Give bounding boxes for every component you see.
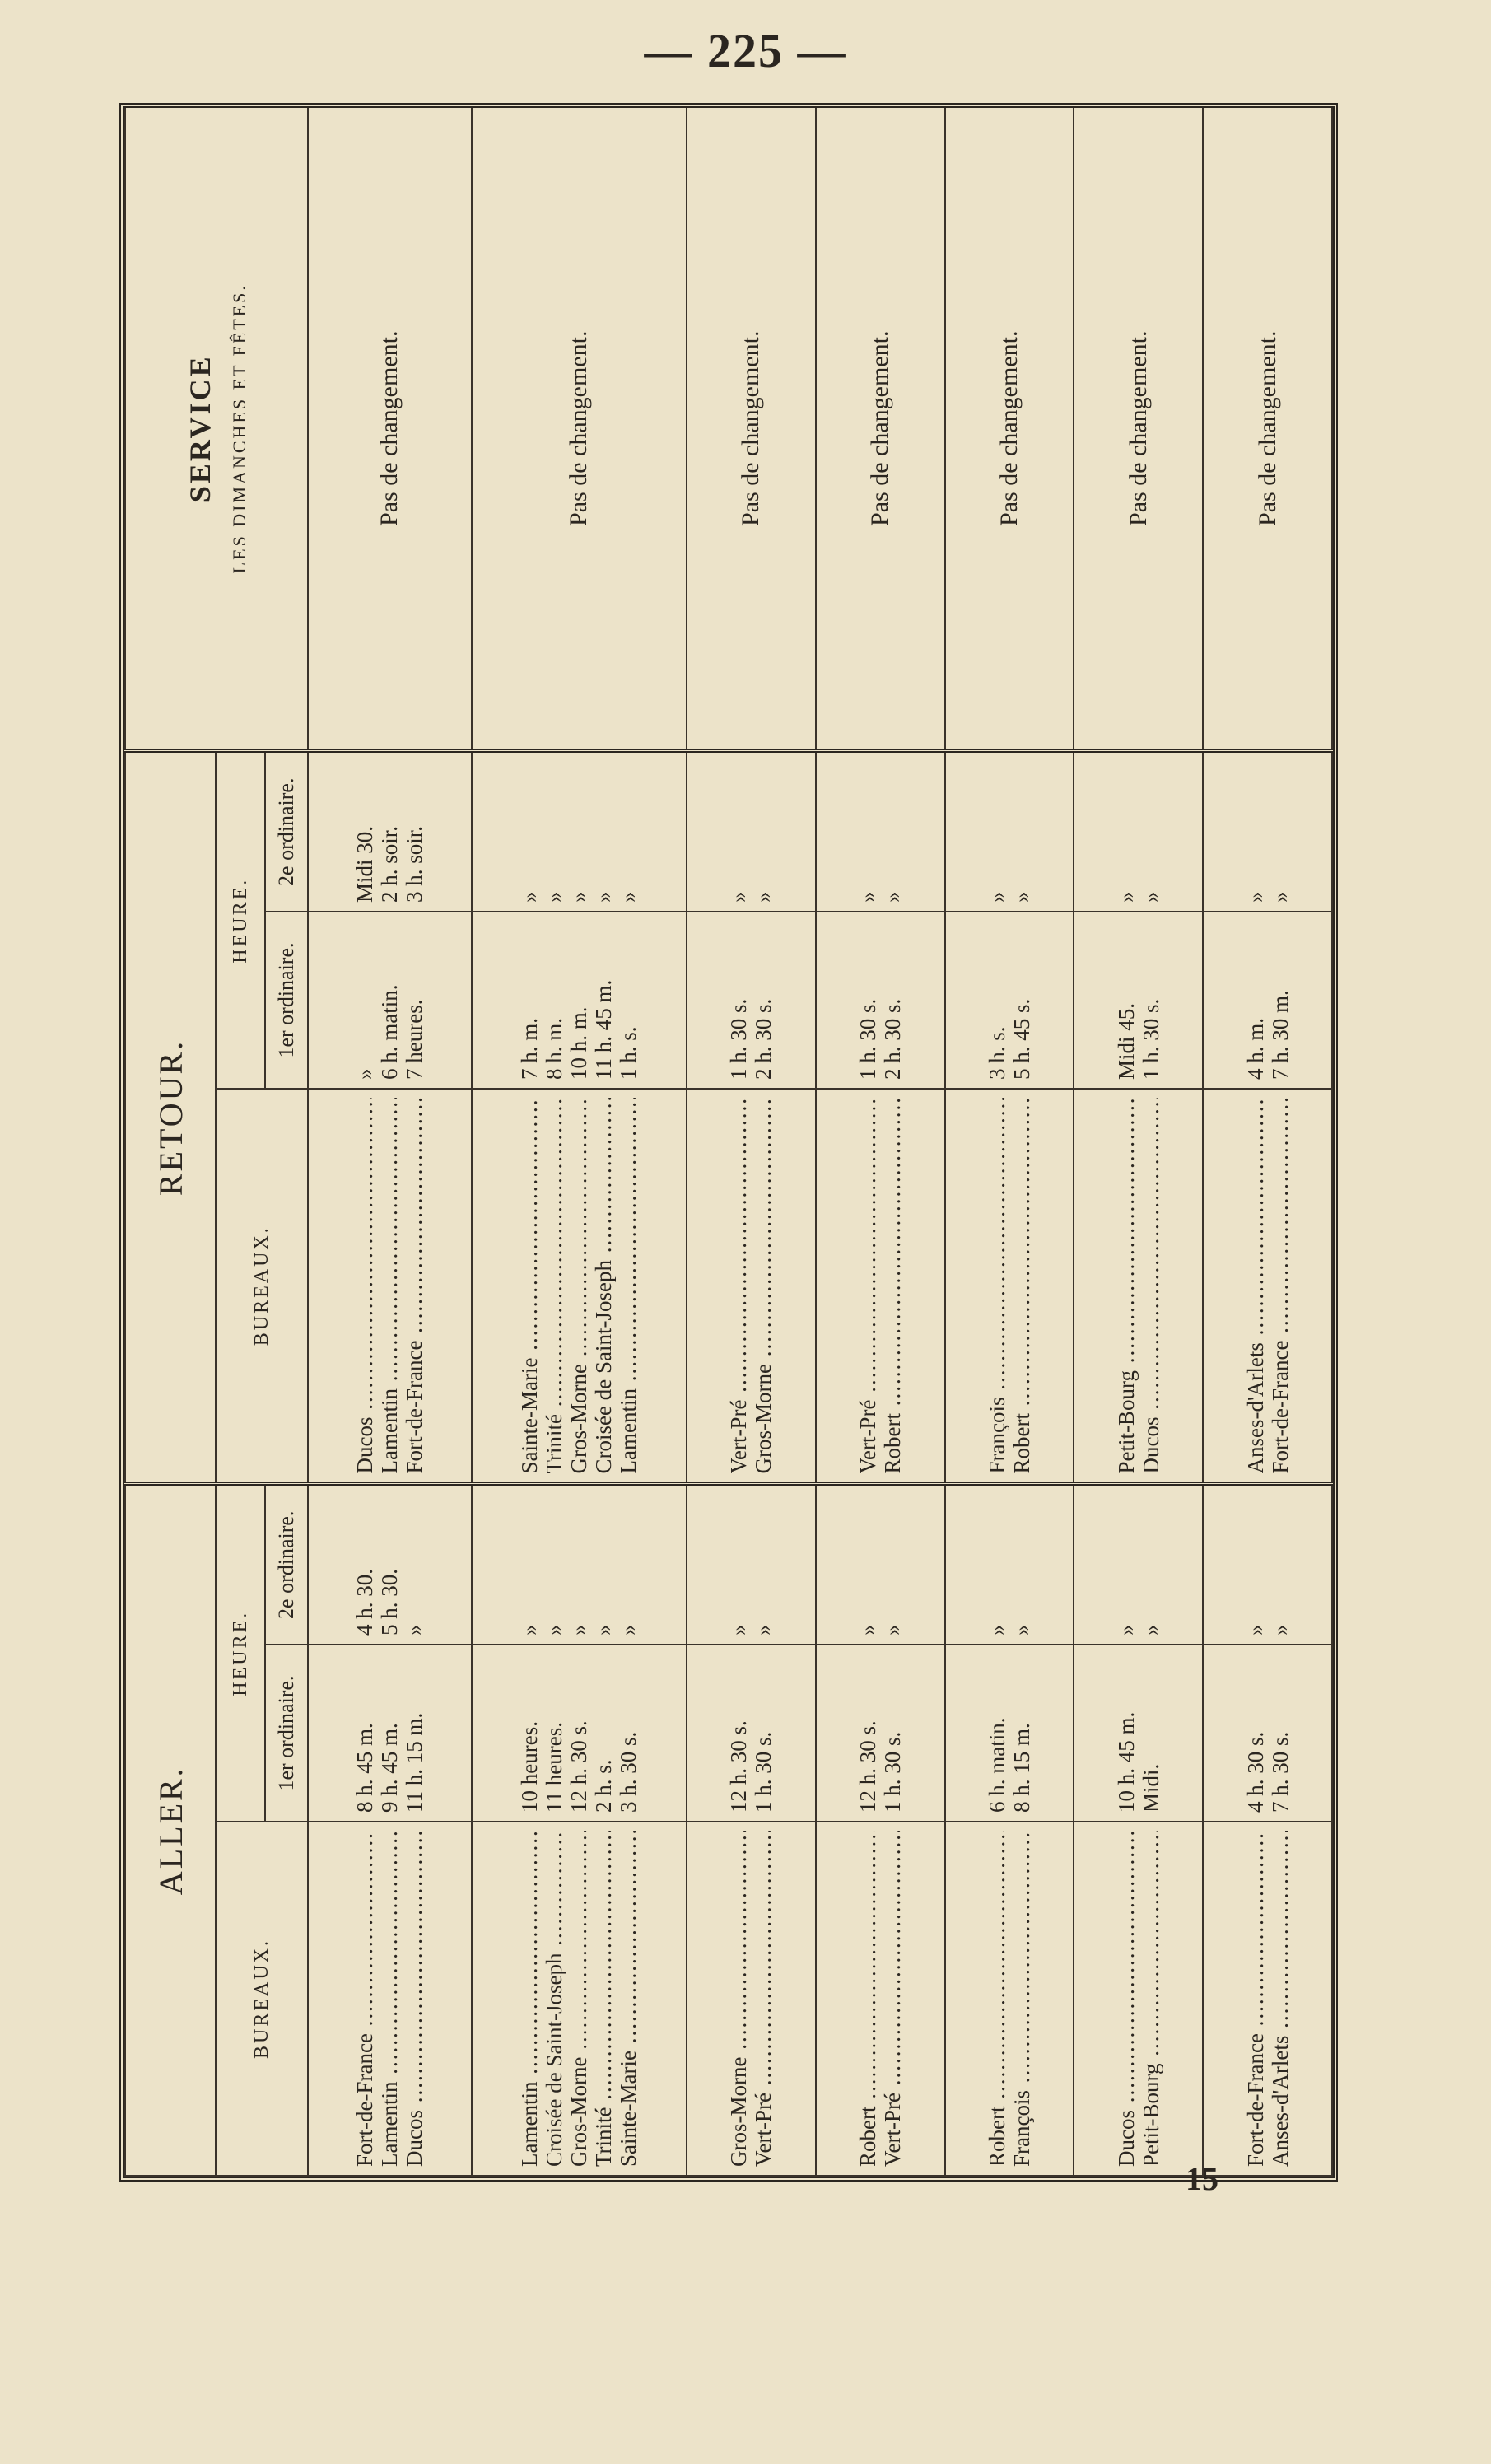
time-value: Midi. xyxy=(1138,1763,1163,1813)
time-value: » xyxy=(1138,1624,1163,1636)
aller-ordinaire-1-header: 1er ordinaire. xyxy=(265,1645,308,1822)
service-subtitle: LES DIMANCHES ET FÊTES. xyxy=(229,283,249,574)
time-value: 4 h. m. xyxy=(1242,1017,1268,1080)
office-name: Vert-Pré ..... xyxy=(880,1831,905,2167)
time-value: 3 h. s. xyxy=(984,1026,1009,1080)
time-value: 10 h. m. xyxy=(566,1006,592,1080)
aller-bureaux-header: BUREAUX. xyxy=(216,1822,308,2176)
aller-bureaux-cell xyxy=(816,1822,945,2176)
time-value: » xyxy=(855,891,881,903)
time-value: 1 h. 30 s. xyxy=(751,1731,776,1813)
retour-hour-1-cell xyxy=(1203,912,1332,1089)
aller-bureaux-cell xyxy=(1203,1822,1332,2176)
time-value: 3 h. 30 s. xyxy=(616,1731,641,1813)
office-name: Croisée de Saint-Joseph ..... xyxy=(542,1831,566,2167)
aller-bureaux-cell xyxy=(308,1822,472,2176)
retour-hour-2-cell xyxy=(816,751,945,912)
office-name: Vert-Pré ..... xyxy=(855,1098,880,1474)
time-value: » xyxy=(1138,891,1163,903)
time-value: 1 h. 30 s. xyxy=(1138,998,1163,1080)
service-cell: Pas de changement. xyxy=(308,107,472,751)
office-name: Gros-Morne ..... xyxy=(566,1098,591,1474)
retour-ordinaire-2-header: 2e ordinaire. xyxy=(265,751,308,912)
retour-bureaux-cell xyxy=(816,1089,945,1484)
time-value: » xyxy=(402,1624,427,1636)
office-name: François ..... xyxy=(1009,1831,1034,2167)
office-name: Ducos ..... xyxy=(1139,1098,1163,1474)
time-value: » xyxy=(616,891,641,903)
office-name: Fort-de-France ..... xyxy=(1243,1831,1268,2167)
office-name: Ducos ..... xyxy=(402,1831,426,2167)
time-value: 8 h. m. xyxy=(542,1017,567,1080)
time-value: 1 h. 30 s. xyxy=(855,998,881,1080)
time-value: 3 h. soir. xyxy=(402,825,427,903)
time-value: 6 h. matin. xyxy=(377,984,403,1080)
time-value: » xyxy=(855,1624,881,1636)
aller-bureaux-cell xyxy=(945,1822,1074,2176)
time-value: 8 h. 45 m. xyxy=(352,1723,378,1813)
aller-header: ALLER. xyxy=(125,1484,216,2176)
aller-hour-1-cell xyxy=(687,1645,816,1822)
retour-bureaux-cell xyxy=(472,1089,687,1484)
time-value: 2 h. s. xyxy=(591,1759,617,1813)
office-name: Anses-d'Arlets ..... xyxy=(1243,1098,1268,1474)
retour-hour-2-cell xyxy=(1203,751,1332,912)
time-value: » xyxy=(751,1624,776,1636)
office-name: Croisée de Saint-Joseph ..... xyxy=(591,1098,616,1474)
service-cell: Pas de changement. xyxy=(687,107,816,751)
time-value: » xyxy=(1113,1624,1139,1636)
retour-hour-1-cell xyxy=(945,912,1074,1089)
time-value: 7 heures. xyxy=(402,999,427,1080)
retour-bureaux-cell xyxy=(308,1089,472,1484)
retour-hour-2-cell xyxy=(945,751,1074,912)
aller-hour-1-cell xyxy=(472,1645,687,1822)
retour-hour-1-cell xyxy=(687,912,816,1089)
time-value: » xyxy=(1009,891,1034,903)
time-value: » xyxy=(1267,891,1293,903)
route-row xyxy=(472,107,687,2176)
time-value: 1 h. 30 s. xyxy=(726,998,752,1080)
office-name: Gros-Morne ..... xyxy=(726,1831,751,2167)
aller-hour-1-cell xyxy=(945,1645,1074,1822)
aller-heure-header: HEURE. xyxy=(216,1484,265,1822)
office-name: Lamentin ..... xyxy=(377,1831,402,2167)
office-name: Fort-de-France ..... xyxy=(352,1831,377,2167)
aller-hour-2-cell xyxy=(472,1484,687,1645)
route-row xyxy=(308,107,472,2176)
aller-hour-2-cell xyxy=(1074,1484,1203,1645)
office-name: Anses-d'Arlets ..... xyxy=(1268,1831,1293,2167)
retour-header: RETOUR. xyxy=(125,751,216,1484)
office-name: Trinité ..... xyxy=(591,1831,616,2167)
time-value: 11 h. 45 m. xyxy=(591,979,617,1080)
time-value: 2 h. 30 s. xyxy=(751,998,776,1080)
office-name: Robert ..... xyxy=(855,1831,880,2167)
route-row xyxy=(945,107,1074,2176)
mail-timetable xyxy=(124,106,1333,2177)
rotated-timetable xyxy=(124,108,1333,2177)
time-value: 1 h. 30 s. xyxy=(880,1731,906,1813)
time-value: 7 h. m. xyxy=(517,1017,543,1080)
office-name: François ..... xyxy=(985,1098,1009,1474)
timetable-body xyxy=(308,107,1332,2176)
office-name: Petit-Bourg ..... xyxy=(1139,1831,1163,2167)
service-header xyxy=(125,107,308,751)
office-name: Fort-de-France ..... xyxy=(402,1098,426,1474)
aller-hour-2-cell xyxy=(945,1484,1074,1645)
office-name: Sainte-Marie ..... xyxy=(517,1098,542,1474)
time-value: » xyxy=(591,1624,617,1636)
time-value: » xyxy=(726,891,752,903)
office-name: Robert ..... xyxy=(880,1098,905,1474)
retour-hour-1-cell xyxy=(816,912,945,1089)
time-value: 12 h. 30 s. xyxy=(855,1720,881,1813)
time-value: » xyxy=(880,891,906,903)
timetable-frame xyxy=(119,103,1338,2182)
aller-hour-1-cell xyxy=(1074,1645,1203,1822)
time-value: 7 h. 30 s. xyxy=(1267,1731,1293,1813)
service-cell: Pas de changement. xyxy=(472,107,687,751)
retour-heure-header: HEURE. xyxy=(216,751,265,1089)
office-name: Robert ..... xyxy=(985,1831,1009,2167)
time-value: Midi 45. xyxy=(1113,1002,1139,1080)
time-value: » xyxy=(1267,1624,1293,1636)
aller-hour-1-cell xyxy=(308,1645,472,1822)
time-value: » xyxy=(517,1624,543,1636)
route-row xyxy=(1074,107,1203,2176)
time-value: » xyxy=(1113,891,1139,903)
office-name: Trinité ..... xyxy=(542,1098,566,1474)
office-name: Fort-de-France ..... xyxy=(1268,1098,1293,1474)
route-row xyxy=(687,107,816,2176)
aller-hour-2-cell xyxy=(816,1484,945,1645)
office-name: Petit-Bourg ..... xyxy=(1114,1098,1139,1474)
aller-ordinaire-2-header: 2e ordinaire. xyxy=(265,1484,308,1645)
time-value: 5 h. 30. xyxy=(377,1569,403,1636)
office-name: Gros-Morne ..... xyxy=(751,1098,776,1474)
retour-bureaux-cell xyxy=(1203,1089,1332,1484)
retour-ordinaire-1-header: 1er ordinaire. xyxy=(265,912,308,1089)
office-name: Vert-Pré ..... xyxy=(726,1098,751,1474)
retour-bureaux-cell xyxy=(945,1089,1074,1484)
time-value: 11 heures. xyxy=(542,1722,567,1813)
retour-hour-1-cell xyxy=(308,912,472,1089)
signature-mark: 15 xyxy=(1186,2160,1218,2197)
aller-hour-2-cell xyxy=(687,1484,816,1645)
time-value: » xyxy=(566,1624,592,1636)
time-value: 12 h. 30 s. xyxy=(726,1720,752,1813)
office-name: Lamentin ..... xyxy=(377,1098,402,1474)
service-cell: Pas de changement. xyxy=(945,107,1074,751)
time-value: 6 h. matin. xyxy=(984,1717,1009,1813)
office-name: Vert-Pré ..... xyxy=(751,1831,776,2167)
route-row xyxy=(1203,107,1332,2176)
retour-hour-1-cell xyxy=(472,912,687,1089)
time-value: » xyxy=(751,891,776,903)
service-cell: Pas de changement. xyxy=(816,107,945,751)
retour-bureaux-cell xyxy=(1074,1089,1203,1484)
time-value: 8 h. 15 m. xyxy=(1009,1723,1034,1813)
office-name: Robert ..... xyxy=(1009,1098,1034,1474)
aller-bureaux-cell xyxy=(687,1822,816,2176)
time-value: » xyxy=(566,891,592,903)
aller-hour-1-cell xyxy=(1203,1645,1332,1822)
time-value: » xyxy=(1242,1624,1268,1636)
time-value: » xyxy=(726,1624,752,1636)
time-value: » xyxy=(542,1624,567,1636)
route-row xyxy=(816,107,945,2176)
service-title: SERVICE xyxy=(184,354,217,503)
time-value: » xyxy=(517,891,543,903)
time-value: 12 h. 30 s. xyxy=(566,1720,592,1813)
time-value: 7 h. 30 m. xyxy=(1267,990,1293,1080)
time-value: » xyxy=(984,891,1009,903)
page-number: — 225 — xyxy=(644,24,847,77)
time-value: » xyxy=(984,1624,1009,1636)
retour-hour-2-cell xyxy=(1074,751,1203,912)
aller-hour-2-cell xyxy=(308,1484,472,1645)
aller-hour-1-cell xyxy=(816,1645,945,1822)
time-value: 4 h. 30. xyxy=(352,1569,378,1636)
office-name: Lamentin ..... xyxy=(616,1098,641,1474)
time-value: » xyxy=(880,1624,906,1636)
office-name: Ducos ..... xyxy=(1114,1831,1139,2167)
time-value: » xyxy=(542,891,567,903)
retour-hour-1-cell xyxy=(1074,912,1203,1089)
aller-bureaux-cell xyxy=(1074,1822,1203,2176)
time-value: 9 h. 45 m. xyxy=(377,1723,403,1813)
office-name: Sainte-Marie ..... xyxy=(616,1831,641,2167)
retour-bureaux-header: BUREAUX. xyxy=(216,1089,308,1484)
time-value: 11 h. 15 m. xyxy=(402,1712,427,1813)
time-value: » xyxy=(352,1068,378,1080)
office-name: Lamentin ..... xyxy=(517,1831,542,2167)
time-value: 10 h. 45 m. xyxy=(1113,1711,1139,1813)
time-value: 2 h. soir. xyxy=(377,825,403,903)
service-cell: Pas de changement. xyxy=(1074,107,1203,751)
retour-hour-2-cell xyxy=(687,751,816,912)
time-value: 1 h. s. xyxy=(616,1026,641,1080)
time-value: 4 h. 30 s. xyxy=(1242,1731,1268,1813)
aller-bureaux-cell xyxy=(472,1822,687,2176)
time-value: » xyxy=(616,1624,641,1636)
office-name: Gros-Morne ..... xyxy=(566,1831,591,2167)
aller-hour-2-cell xyxy=(1203,1484,1332,1645)
time-value: » xyxy=(1009,1624,1034,1636)
time-value: 5 h. 45 s. xyxy=(1009,998,1034,1080)
retour-bureaux-cell xyxy=(687,1089,816,1484)
time-value: 10 heures. xyxy=(517,1721,543,1813)
time-value: 2 h. 30 s. xyxy=(880,998,906,1080)
retour-hour-2-cell xyxy=(308,751,472,912)
time-value: » xyxy=(1242,891,1268,903)
service-cell: Pas de changement. xyxy=(1203,107,1332,751)
retour-hour-2-cell xyxy=(472,751,687,912)
time-value: Midi 30. xyxy=(352,825,378,903)
office-name: Ducos ..... xyxy=(352,1098,377,1474)
time-value: » xyxy=(591,891,617,903)
